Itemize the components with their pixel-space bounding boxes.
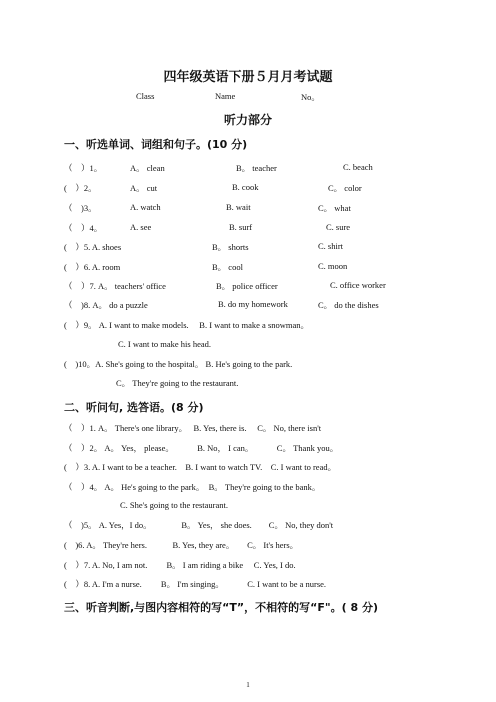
q3-number: （ )3。 xyxy=(64,203,97,213)
q5-number: ( ）5. A. shoes xyxy=(64,242,122,252)
q10-line1: ( )10。A. She's going to the hospital。 B. He's going to the park. xyxy=(64,359,293,369)
q7-option-b: B。 police officer xyxy=(216,281,278,291)
s2-q1: （ ）1. A。 There's one library。 B. Yes, there is. C。 No, there isn't xyxy=(64,423,322,433)
section3-heading: 三、听音判断,与图内容相符的写“T”，不相符的写“F"。( 8 分) xyxy=(64,601,378,614)
q4-option-a: A. see xyxy=(130,222,152,232)
page-title: 四年级英语下册５月月考试题 xyxy=(163,70,333,85)
q6-number: ( ）6. A. room xyxy=(64,262,121,272)
s2-q4: （ ）4。 A。 He's going to the park。 B。 They're going to the bank。 xyxy=(64,482,321,492)
s2-q4-line2: C. She's going to the restaurant. xyxy=(120,500,229,510)
s2-q2: （ ）2。 A。 Yes， please。 B. No， I can。 C。 Thank you。 xyxy=(64,443,339,453)
q2-option-b: B. cook xyxy=(232,182,259,192)
s2-q6: ( )6. A。 They're hers. B. Yes, they are。 C。 It's hers。 xyxy=(64,540,299,550)
section-subtitle: 听力部分 xyxy=(223,113,272,127)
q3-option-b: B. wait xyxy=(226,202,251,212)
q4-number: （ ）4。 xyxy=(64,223,103,233)
q7-option-c: C. office worker xyxy=(330,280,386,290)
q2-option-a: A。 cut xyxy=(130,183,158,193)
q8-option-b: B. do my homework xyxy=(218,299,288,309)
q9-line2: C. I want to make his head. xyxy=(118,339,212,349)
q1-option-b: B。 teacher xyxy=(236,163,277,173)
q3-option-a: A. watch xyxy=(130,202,161,212)
q8-option-c: C。 do the dishes xyxy=(318,300,379,310)
q8-number: （ )8. A。 do a puzzle xyxy=(64,300,148,310)
q2-number: ( ）2。 xyxy=(64,183,97,193)
s2-q7: ( ）7. A. No, I am not. B。 I am riding a bike C. Yes, I do. xyxy=(64,560,296,570)
q6-option-b: B。 cool xyxy=(212,262,243,272)
q3-option-c: C。 what xyxy=(318,203,351,213)
q5-option-c: C. shirt xyxy=(318,241,344,251)
q1-option-a: A。 clean xyxy=(130,163,165,173)
section2-heading: 二、听问句, 选答语。(8 分) xyxy=(64,401,204,414)
q6-option-c: C. moon xyxy=(318,261,348,271)
q1-number: （ ）1。 xyxy=(64,163,103,173)
s2-q8: ( ）8. A. I'm a nurse. B。 I'm singing。 C. I want to be a nurse. xyxy=(64,579,327,589)
q4-option-c: C. sure xyxy=(326,222,351,232)
page-number: 1 xyxy=(246,681,250,689)
q2-option-c: C。 color xyxy=(328,183,362,193)
q10-line2: C。 They're going to the restaurant. xyxy=(116,378,239,388)
section1-heading: 一、听选单词、词组和句子。(10 分) xyxy=(64,138,248,151)
name-label: Name xyxy=(215,91,236,101)
no-label: No。 xyxy=(301,92,320,102)
s2-q5: （ )5。 A. Yes，I do。 B。 Yes， she does. C。 No, they don't xyxy=(64,520,334,530)
q4-option-b: B. surf xyxy=(229,222,253,232)
s2-q3: ( ）3. A. I want to be a teacher. B. I want to watch TV. C. I want to read。 xyxy=(64,462,337,472)
class-label: Class xyxy=(136,91,155,101)
q9-line1: ( ）9。 A. I want to make models. B. I want to make a snowman。 xyxy=(64,320,310,330)
q7-number: （ ）7. A。 teachers' office xyxy=(64,281,166,291)
q1-option-c: C. beach xyxy=(343,162,373,172)
q5-option-b: B。 shorts xyxy=(212,242,249,252)
